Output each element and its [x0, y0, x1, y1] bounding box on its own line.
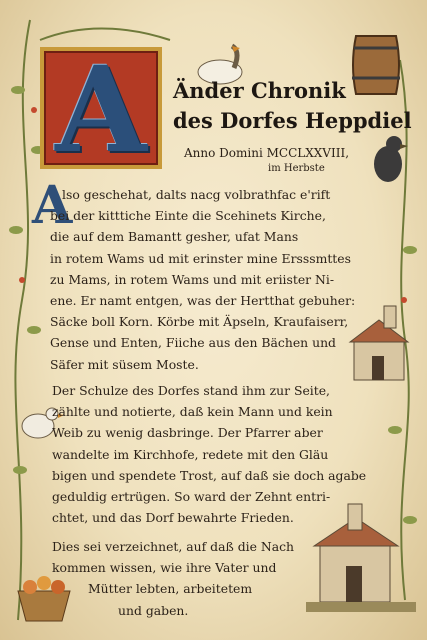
paragraph-line: chtet, und das Dorf bewahrte Frieden. — [52, 510, 294, 526]
paragraph-dropcap: A — [32, 175, 73, 236]
paragraph-line: wandelte im Kirchhofe, redete mit den Gläu — [52, 446, 329, 462]
illuminated-initial — [40, 40, 162, 179]
crow-illustration — [364, 130, 414, 190]
barrel-illustration — [346, 30, 406, 100]
paragraph-1 — [50, 184, 355, 375]
paragraph-line: Mütter lebten, arbeitetem — [88, 581, 253, 597]
paragraph-line: und gaben. — [118, 602, 189, 618]
paragraph-line: die auf dem Bamantt gesher, ufat Mans — [50, 229, 299, 245]
anno-domini-date: Anno Domini MCCLXXVIII, — [184, 146, 350, 160]
paragraph-line: Säcke boll Korn. Körbe mit Äpseln, Kraufaiserr, — [50, 314, 349, 330]
chronicle-title-line-2: des Dorfes Heppdiel — [173, 108, 412, 133]
paragraph-line: Dies sei verzeichnet, auf daß die Nach — [52, 539, 295, 554]
paragraph-line: bei der kitttiche Einte die Scehinets Kirche, — [50, 208, 326, 224]
paragraph-line: Weib zu wenig dasbringe. Der Pfarrer aber — [52, 425, 323, 441]
paragraph-line: geduldig ertrügen. So ward der Zehnt entri- — [52, 489, 331, 505]
paragraph-3 — [52, 536, 294, 621]
season-label: im Herbste — [268, 163, 325, 174]
paragraph-line: lso geschehat, dalts nacg volbrathfac e'rift — [62, 187, 331, 202]
paragraph-2 — [52, 380, 366, 528]
paragraph-line: zählte und notierte, daß kein Mann und kein — [52, 404, 333, 420]
paragraph-line: bigen und spendete Trost, auf daß sie doch agabe — [52, 467, 367, 483]
paragraph-line: zu Mams, in rotem Wams und mit eriister Ni- — [50, 271, 335, 287]
paragraph-line: kommen wissen, wie ihre Vater und — [52, 560, 277, 576]
paragraph-line: Der Schulze des Dorfes stand ihm zur Seite, — [52, 383, 330, 398]
chronicle-title-line-1: Änder Chronik — [173, 78, 346, 103]
paragraph-line: in rotem Wams ud mit erinster mine Ersssmttes — [50, 250, 351, 266]
paragraph-line: Säfer mit süsem Moste. — [50, 356, 199, 372]
paragraph-line: Gense und Enten, Fiiche aus den Bächen und — [50, 335, 336, 351]
initial-letter: A — [55, 40, 147, 179]
paragraph-line: ene. Er namt entgen, was der Hertthat gebuher: — [50, 293, 356, 309]
